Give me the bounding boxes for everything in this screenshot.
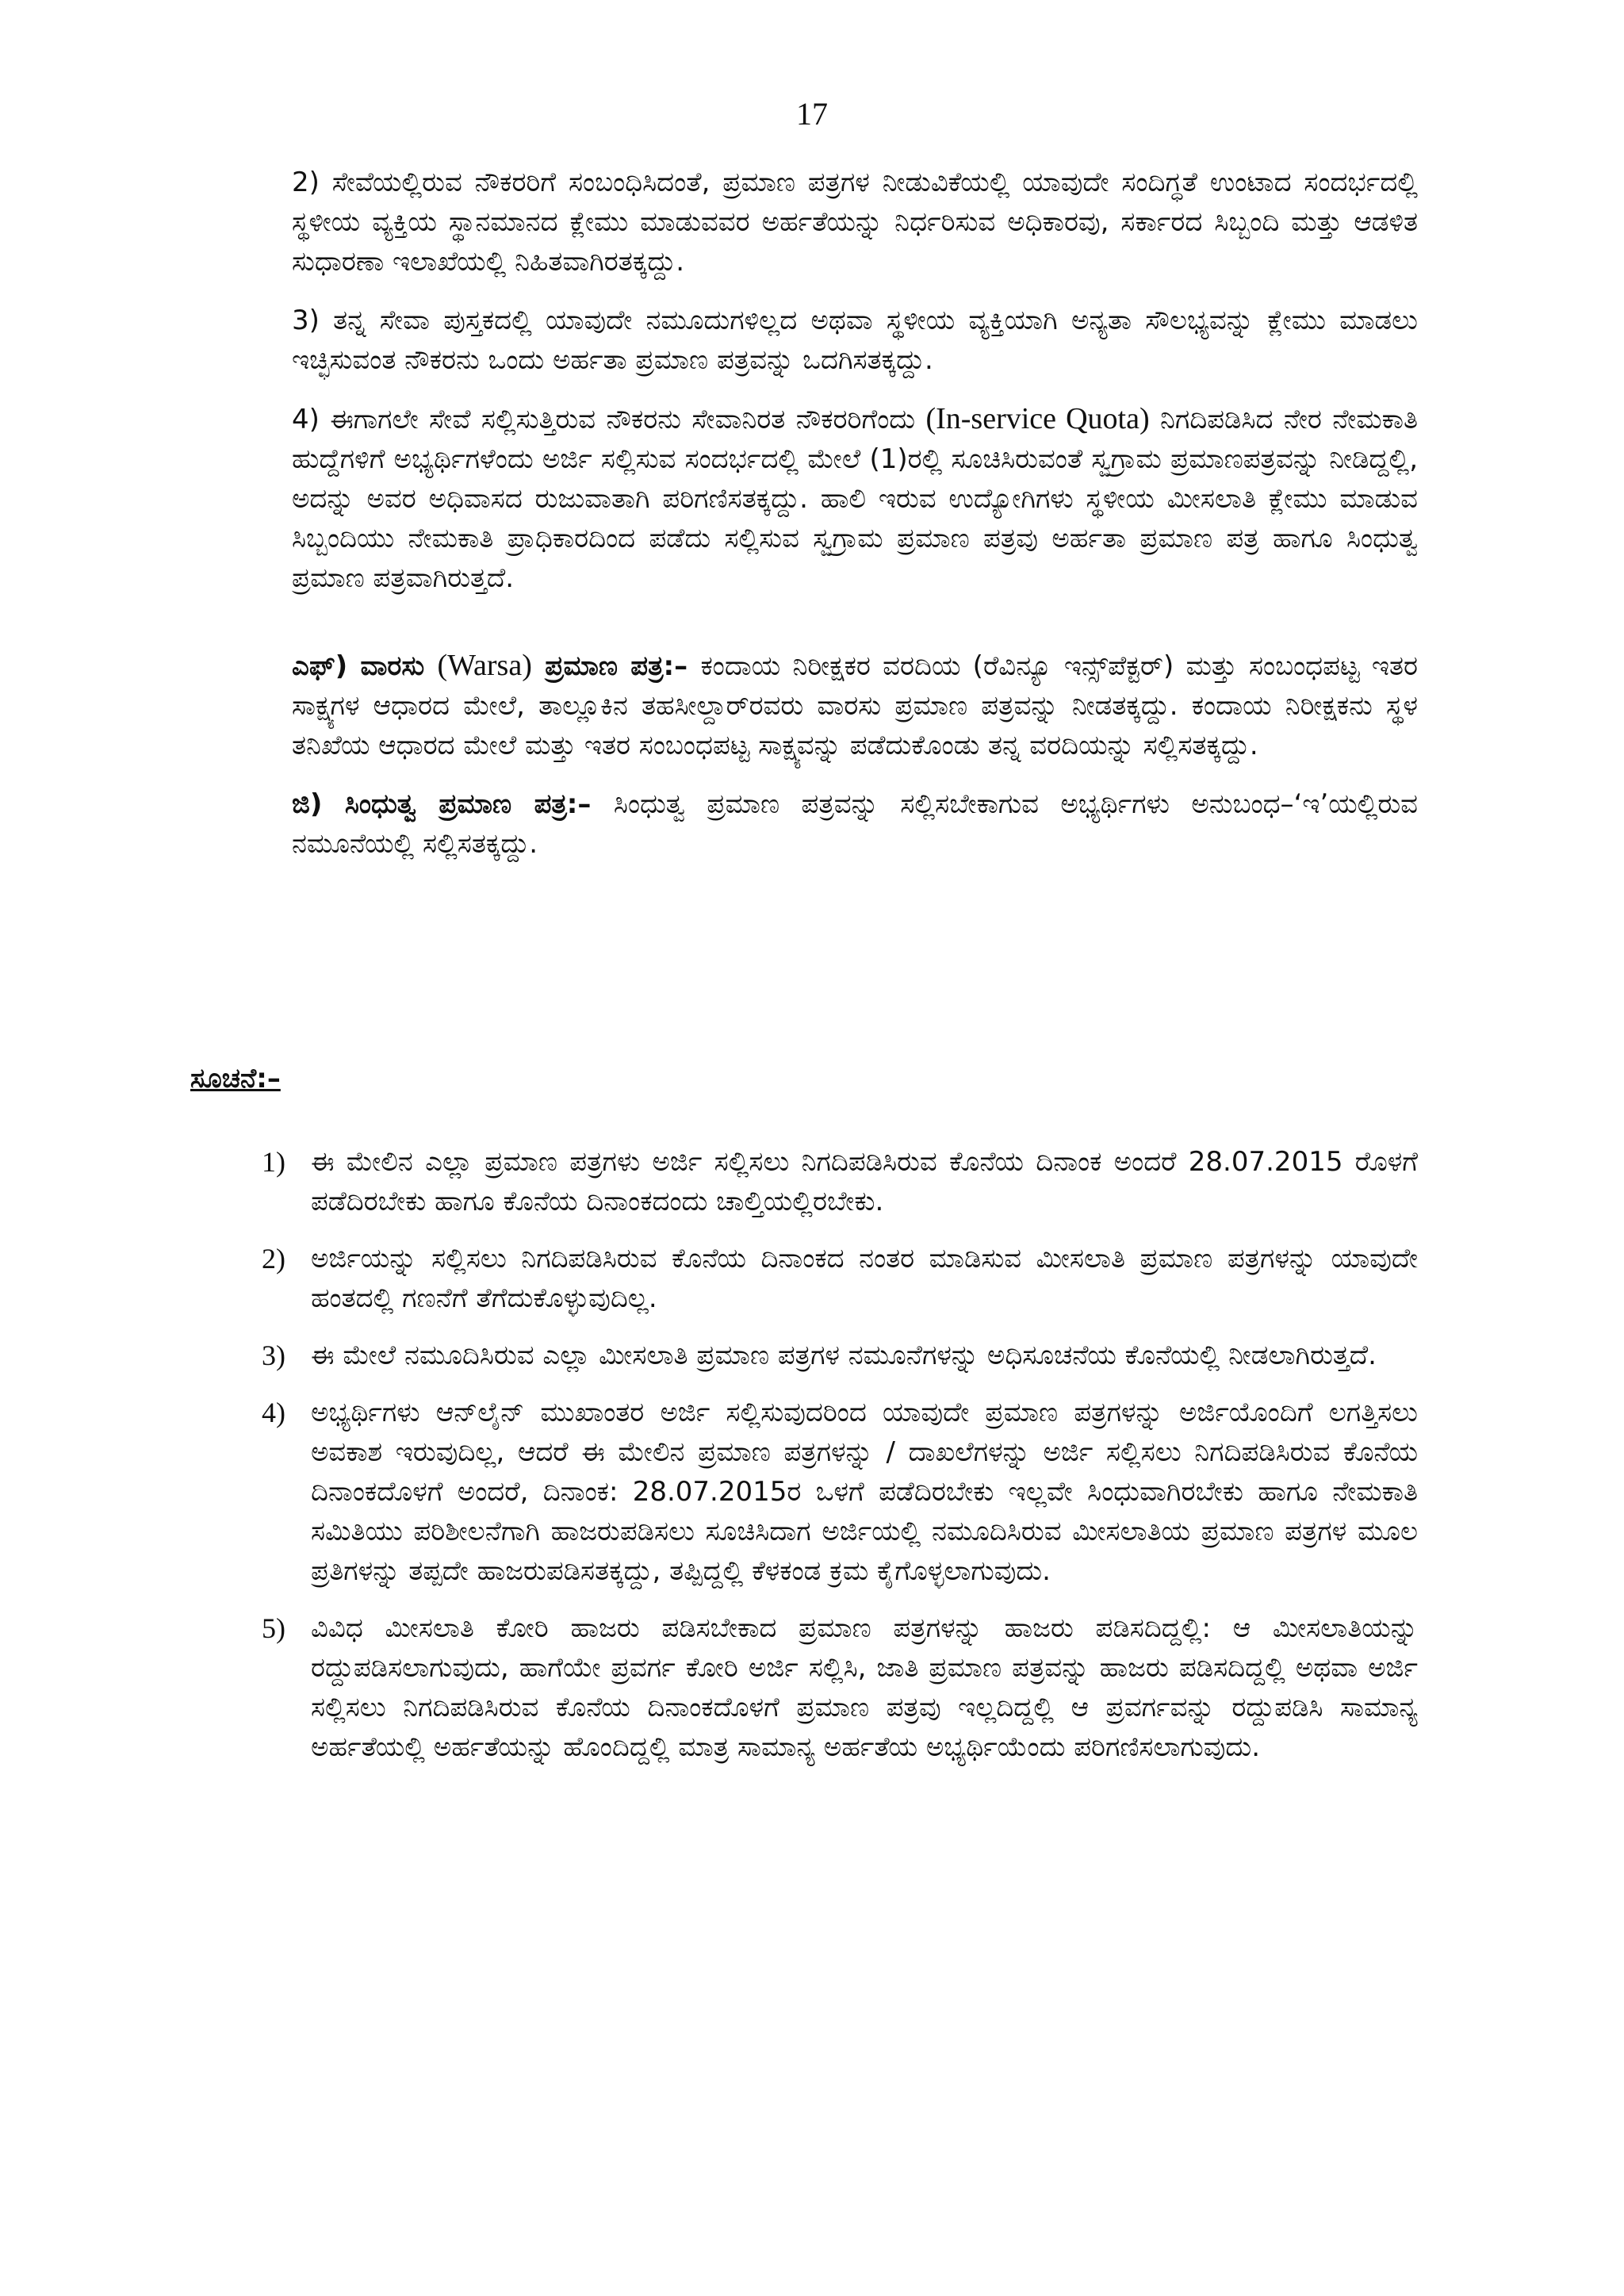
section-g-validity <box>292 784 1418 864</box>
warsa-text: (Warsa) <box>437 649 532 682</box>
note-text: ಈ ಮೇಲೆ ನಮೂದಿಸಿರುವ ಎಲ್ಲಾ ಮೀಸಲಾತಿ ಪ್ರಮಾಣ ಪತ್ರಗಳ ನಮೂನೆಗಳನ್ನು ಅಧಿಸೂಚನೆಯ ಕೊನೆಯಲ್ಲಿ ನೀಡಲಾಗಿರುತ್ತದೆ. <box>311 1340 1377 1371</box>
note-item-5 <box>262 1608 1418 1767</box>
section-f-text: ಕಂದಾಯ ನಿರೀಕ್ಷಕರ ವರದಿಯ (ರೆವಿನ್ಯೂ ಇನ್ಸ್‌ಪೆಕ್ಟರ್) ಮತ್ತು ಸಂಬಂಧಪಟ್ಟ ಇತರ ಸಾಕ್ಷ್ಯಗಳ ಆಧಾರದ ಮೇಲೆ, ತಾಲ್ಲೂಕಿನ ತಹಸೀಲ್ದಾರ್‌ರವರು ವಾರಸು ಪ್ರಮಾಣ ಪತ್ರವನ್ನು ನೀಡತಕ್ಕದ್ದು. ಕಂದಾಯ ನಿರೀಕ್ಷಕನು ಸ್ಥಳ ತನಿಖೆಯ ಆಧಾರದ ಮೇಲೆ ಮತ್ತು ಇತರ ಸಂಬಂಧಪಟ್ಟ ಸಾಕ್ಷ್ಯವನ್ನು ಪಡೆದುಕೊಂಡು ತನ್ನ ವರದಿಯನ್ನು ಸಲ್ಲಿಸತಕ್ಕದ್ದು. <box>292 650 1418 761</box>
note-number: 3) <box>262 1340 285 1371</box>
paragraph-3: 3) ತನ್ನ ಸೇವಾ ಪುಸ್ತಕದಲ್ಲಿ ಯಾವುದೇ ನಮೂದುಗಳಿಲ್ಲದ ಅಥವಾ ಸ್ಥಳೀಯ ವ್ಯಕ್ತಿಯಾಗಿ ಅನ್ಯತಾ ಸೌಲಭ್ಯವನ್ನು ಕ್ಲೇಮು ಮಾಡಲು ಇಚ್ಛಿಸುವಂತ ನೌಕರನು ಒಂದು ಅರ್ಹತಾ ಪ್ರಮಾಣ ಪತ್ರವನ್ನು ಒದಗಿಸತಕ್ಕದ್ದು. <box>292 305 1418 376</box>
note-text: ಅರ್ಜಿಯನ್ನು ಸಲ್ಲಿಸಲು ನಿಗದಿಪಡಿಸಿರುವ ಕೊನೆಯ ದಿನಾಂಕದ ನಂತರ ಮಾಡಿಸುವ ಮೀಸಲಾತಿ ಪ್ರಮಾಣ ಪತ್ರಗಳನ್ನು ಯಾವುದೇ ಹಂತದಲ್ಲಿ ಗಣನೆಗೆ ತೆಗೆದುಕೊಳ್ಳುವುದಿಲ್ಲ. <box>311 1243 1418 1314</box>
section-f-cert-label: ಪ್ರಮಾಣ ಪತ್ರ:– <box>531 650 701 682</box>
note-number: 2) <box>262 1243 285 1274</box>
notes-heading: ಸೂಚನೆ:– <box>190 1063 281 1094</box>
notes-list <box>262 1142 1418 1784</box>
note-number: 1) <box>262 1146 285 1178</box>
paragraph-4-rest: ನಿಗದಿಪಡಿಸಿದ ನೇರ ನೇಮಕಾತಿ ಹುದ್ದೆಗಳಿಗೆ ಅಭ್ಯರ್ಥಿಗಳೆಂದು ಅರ್ಜಿ ಸಲ್ಲಿಸುವ ಸಂದರ್ಭದಲ್ಲಿ ಮೇಲೆ (1)ರಲ್ಲಿ ಸೂಚಿಸಿರುವಂತೆ ಸ್ವಗ್ರಾಮ ಪ್ರಮಾಣಪತ್ರವನ್ನು ನೀಡಿದ್ದಲ್ಲಿ, ಅದನ್ನು ಅವರ ಅಧಿವಾಸದ ರುಜುವಾತಾಗಿ ಪರಿಗಣಿಸತಕ್ಕದ್ದು. ಹಾಲಿ ಇರುವ ಉದ್ಯೋಗಿಗಳು ಸ್ಥಳೀಯ ಮೀಸಲಾತಿ ಕ್ಲೇಮು ಮಾಡುವ ಸಿಬ್ಬಂದಿಯು ನೇಮಕಾತಿ ಪ್ರಾಧಿಕಾರದಿಂದ ಪಡೆದು ಸಲ್ಲಿಸುವ ಸ್ವಗ್ರಾಮ ಪ್ರಮಾಣ ಪತ್ರವು ಅರ್ಹತಾ ಪ್ರಮಾಣ ಪತ್ರ ಹಾಗೂ ಸಿಂಧುತ್ವ ಪ್ರಮಾಣ ಪತ್ರವಾಗಿರುತ್ತದೆ. <box>292 404 1418 594</box>
note-item-3 <box>262 1336 1418 1375</box>
body-text <box>292 163 1418 883</box>
note-text: ಅಭ್ಯರ್ಥಿಗಳು ಆನ್‌ಲೈನ್ ಮುಖಾಂತರ ಅರ್ಜಿ ಸಲ್ಲಿಸುವುದರಿಂದ ಯಾವುದೇ ಪ್ರಮಾಣ ಪತ್ರಗಳನ್ನು ಅರ್ಜಿಯೊಂದಿಗೆ ಲಗತ್ತಿಸಲು ಅವಕಾಶ ಇರುವುದಿಲ್ಲ, ಆದರೆ ಈ ಮೇಲಿನ ಪ್ರಮಾಣ ಪತ್ರಗಳನ್ನು / ದಾಖಲೆಗಳನ್ನು ಅರ್ಜಿ ಸಲ್ಲಿಸಲು ನಿಗದಿಪಡಿಸಿರುವ ಕೊನೆಯ ದಿನಾಂಕದೊಳಗೆ ಅಂದರೆ, ದಿನಾಂಕ: 28.07.2015ರ ಒಳಗೆ ಪಡೆದಿರಬೇಕು ಇಲ್ಲವೇ ಸಿಂಧುವಾಗಿರಬೇಕು ಹಾಗೂ ನೇಮಕಾತಿ ಸಮಿತಿಯು ಪರಿಶೀಲನೆಗಾಗಿ ಹಾಜರುಪಡಿಸಲು ಸೂಚಿಸಿದಾಗ ಅರ್ಜಿಯಲ್ಲಿ ನಮೂದಿಸಿರುವ ಮೀಸಲಾತಿಯ ಪ್ರಮಾಣ ಪತ್ರಗಳ ಮೂಲ ಪ್ರತಿಗಳನ್ನು ತಪ್ಪದೇ ಹಾಜರುಪಡಿಸತಕ್ಕದ್ದು, ತಪ್ಪಿದ್ದಲ್ಲಿ ಕೆಳಕಂಡ ಕ್ರಮ ಕೈಗೊಳ್ಳಲಾಗುವುದು. <box>311 1397 1418 1587</box>
note-text: ಈ ಮೇಲಿನ ಎಲ್ಲಾ ಪ್ರಮಾಣ ಪತ್ರಗಳು ಅರ್ಜಿ ಸಲ್ಲಿಸಲು ನಿಗದಿಪಡಿಸಿರುವ ಕೊನೆಯ ದಿನಾಂಕ ಅಂದರೆ 28.07.2015 ರೊಳಗೆ ಪಡೆದಿರಬೇಕು ಹಾಗೂ ಕೊನೆಯ ದಿನಾಂಕದಂದು ಚಾಲ್ತಿಯಲ್ಲಿರಬೇಕು. <box>311 1146 1418 1217</box>
section-f-label: ಎಫ್) ವಾರಸು <box>292 650 438 682</box>
paragraph-4 <box>292 399 1418 598</box>
note-item-4 <box>262 1393 1418 1591</box>
paragraph-2: 2) ಸೇವೆಯಲ್ಲಿರುವ ನೌಕರರಿಗೆ ಸಂಬಂಧಿಸಿದಂತೆ, ಪ್ರಮಾಣ ಪತ್ರಗಳ ನೀಡುವಿಕೆಯಲ್ಲಿ ಯಾವುದೇ ಸಂದಿಗ್ಧತೆ ಉಂಟಾದ ಸಂದರ್ಭದಲ್ಲಿ ಸ್ಥಳೀಯ ವ್ಯಕ್ತಿಯ ಸ್ಥಾನಮಾನದ ಕ್ಲೇಮು ಮಾಡುವವರ ಅರ್ಹತೆಯನ್ನು ನಿರ್ಧರಿಸುವ ಅಧಿಕಾರವು, ಸರ್ಕಾರದ ಸಿಬ್ಬಂದಿ ಮತ್ತು ಆಡಳಿತ ಸುಧಾರಣಾ ಇಲಾಖೆಯಲ್ಲಿ ನಿಹಿತವಾಗಿರತಕ್ಕದ್ದು. <box>292 167 1418 278</box>
page-number: 17 <box>796 96 828 132</box>
paragraph-4-start: 4) ಈಗಾಗಲೇ ಸೇವೆ ಸಲ್ಲಿಸುತ್ತಿರುವ ನೌಕರನು ಸೇವಾನಿರತ ನೌಕರರಿಗೆಂದು <box>292 404 926 435</box>
note-number: 4) <box>262 1397 285 1428</box>
note-text: ವಿವಿಧ ಮೀಸಲಾತಿ ಕೋರಿ ಹಾಜರು ಪಡಿಸಬೇಕಾದ ಪ್ರಮಾಣ ಪತ್ರಗಳನ್ನು ಹಾಜರು ಪಡಿಸದಿದ್ದಲ್ಲಿ: ಆ ಮೀಸಲಾತಿಯನ್ನು ರದ್ದುಪಡಿಸಲಾಗುವುದು, ಹಾಗೆಯೇ ಪ್ರವರ್ಗ ಕೋರಿ ಅರ್ಜಿ ಸಲ್ಲಿಸಿ, ಜಾತಿ ಪ್ರಮಾಣ ಪತ್ರವನ್ನು ಹಾಜರು ಪಡಿಸದಿದ್ದಲ್ಲಿ ಅಥವಾ ಅರ್ಜಿ ಸಲ್ಲಿಸಲು ನಿಗದಿಪಡಿಸಿರುವ ಕೊನೆಯ ದಿನಾಂಕದೊಳಗೆ ಪ್ರಮಾಣ ಪತ್ರವು ಇಲ್ಲದಿದ್ದಲ್ಲಿ ಆ ಪ್ರವರ್ಗವನ್ನು ರದ್ದುಪಡಿಸಿ ಸಾಮಾನ್ಯ ಅರ್ಹತೆಯಲ್ಲಿ ಅರ್ಹತೆಯನ್ನು ಹೊಂದಿದ್ದಲ್ಲಿ ಮಾತ್ರ ಸಾಮಾನ್ಯ ಅರ್ಹತೆಯ ಅಭ್ಯರ್ಥಿಯೆಂದು ಪರಿಗಣಿಸಲಾಗುವುದು. <box>311 1612 1418 1763</box>
section-f-warsa <box>292 646 1418 765</box>
in-service-quota-text: (In-service Quota) <box>925 402 1150 435</box>
section-g-text: ಸಿಂಧುತ್ವ ಪ್ರಮಾಣ ಪತ್ರವನ್ನು ಸಲ್ಲಿಸಬೇಕಾಗುವ ಅಭ್ಯರ್ಥಿಗಳು ಅನುಬಂಧ–‘ಇ’ಯಲ್ಲಿರುವ ನಮೂನೆಯಲ್ಲಿ ಸಲ್ಲಿಸತಕ್ಕದ್ದು. <box>292 788 1418 860</box>
note-item-2 <box>262 1239 1418 1318</box>
note-number: 5) <box>262 1612 285 1644</box>
note-item-1 <box>262 1142 1418 1221</box>
section-g-label: ಜಿ) ಸಿಂಧುತ್ವ ಪ್ರಮಾಣ ಪತ್ರ:– <box>292 788 614 820</box>
